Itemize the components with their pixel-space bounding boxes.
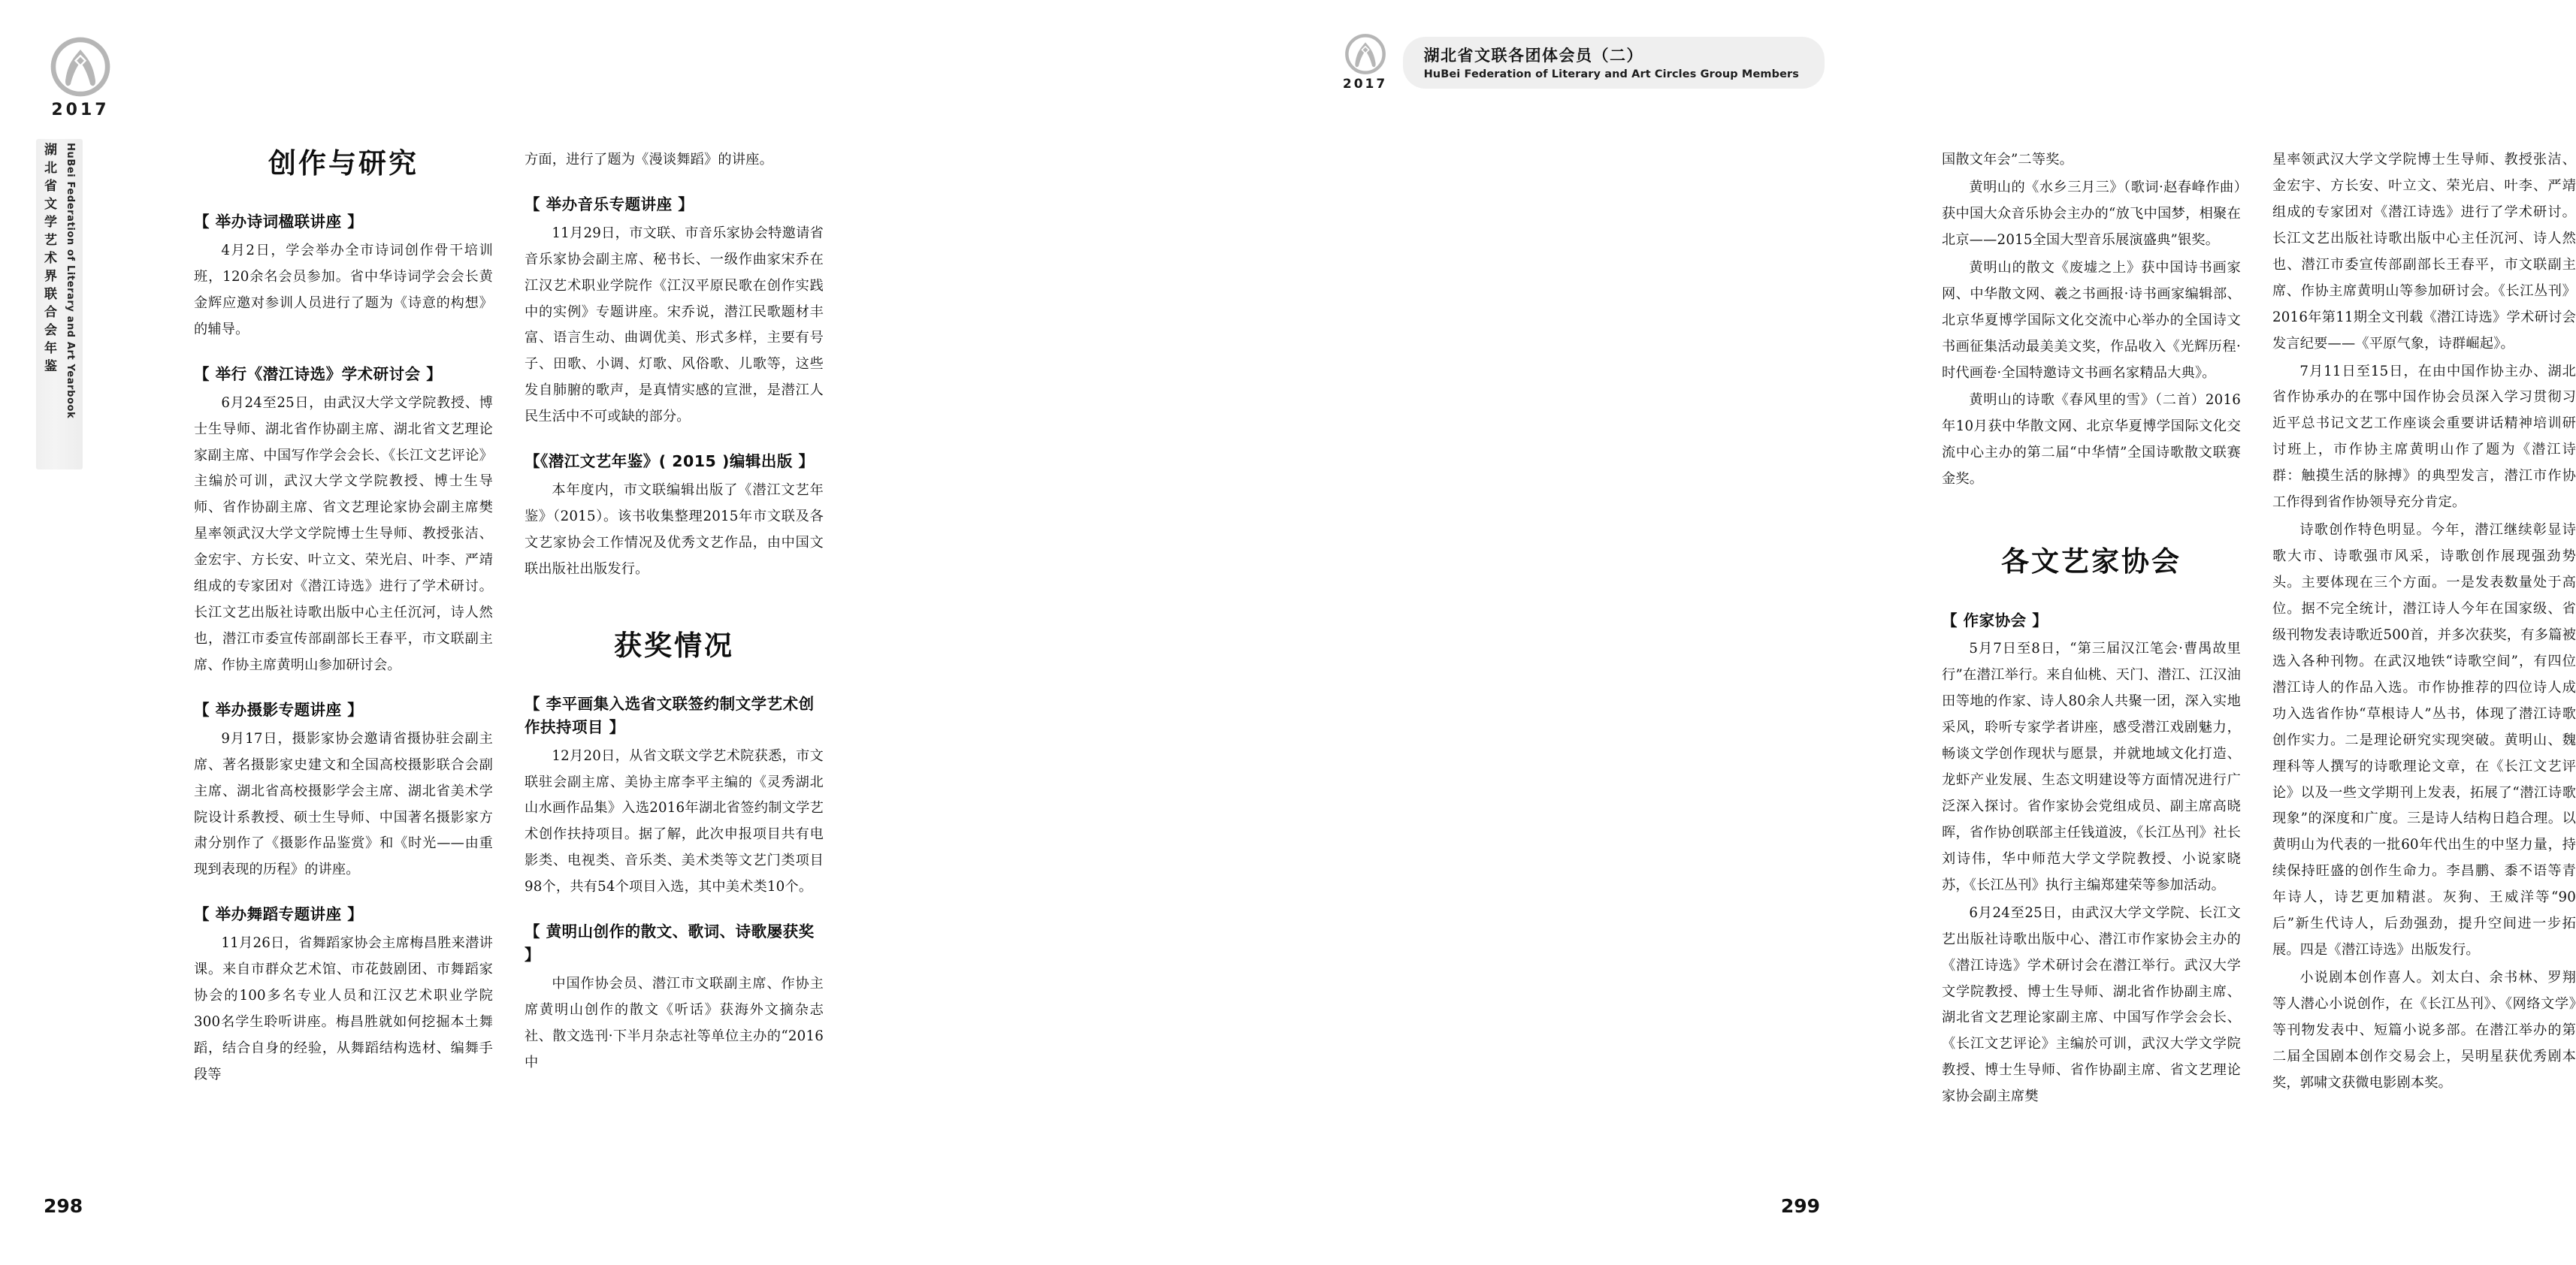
right-page-columns xyxy=(1942,147,2576,1112)
entry-head-writers-association: 【 作家协会 】 xyxy=(1942,611,2048,629)
column-2 xyxy=(525,147,824,1090)
entry-head-qianjiang-poems-symposium: 【 举行《潜江诗选》学术研讨会 】 xyxy=(194,364,443,383)
entry-body: 中国作协会员、潜江市文联副主席、作协主席黄明山创作的散文《听话》获海外文摘杂志社、散文选刊·下半月杂志社等单位主办的“2016中 xyxy=(525,975,824,1070)
spine-title-cn: 湖北省文学艺术界联合会年鉴 xyxy=(41,143,56,377)
entry-head-huangmingshan-awards: 【 黄明山创作的散文、歌词、诗歌屡获奖 】 xyxy=(525,922,815,964)
continued-paragraph: 国散文年会”二等奖。 xyxy=(1942,152,2073,168)
entry-body: 7月11日至15日，在由中国作协主办、湖北省作协承办的在鄂中国作协会员深入学习贯彻习近平总书记文艺工作座谈会重要讲话精神培训研讨班上，市作协主席黄明山作了题为《潜江诗群：触摸生活的脉搏》的典型发言，潜江市作协工作得到省作协领导充分肯定。 xyxy=(2272,363,2576,511)
right-emblem-block xyxy=(1338,33,1392,92)
section-title-awards: 获奖情况 xyxy=(614,629,734,662)
running-head-title-cn: 湖北省文联各团体会员（二） xyxy=(1423,45,1644,65)
entry-head-music-lecture: 【 举办音乐专题讲座 】 xyxy=(525,195,694,213)
right-masthead xyxy=(1338,33,1825,92)
federation-emblem-icon xyxy=(50,36,111,98)
section-title-art-associations: 各文艺家协会 xyxy=(2001,545,2181,578)
running-head xyxy=(1403,37,1825,89)
column-1 xyxy=(194,147,493,1090)
column-3 xyxy=(1942,147,2241,1112)
entry-body: 12月20日，从省文联文学艺术院获悉，市文联驻会副主席、美协主席李平主编的《灵秀湖北山水画作品集》入选2016年湖北省签约制文学艺术创作扶持项目。据了解，此次申报项目共有电影类、电视类、音乐类、美术类等文艺门类项目98个，共有54个项目入选，其中美术类10个。 xyxy=(525,747,824,895)
entry-body: 6月24至25日，由武汉大学文学院、长江文艺出版社诗歌出版中心、潜江市作家协会主办的《潜江诗选》学术研讨会在潜江举行。武汉大学文学院教授、博士生导师、湖北省作协副主席、湖北省文艺理论家副主席、中国写作学会会长、《长江文艺评论》主编於可训，武汉大学文学院教授、博士生导师、省作协副主席、省文艺理论家协会副主席樊 xyxy=(1942,904,2241,1105)
spine-title-en: HuBei Federation of Literary and Art Yearbook xyxy=(65,143,76,419)
entry-body: 4月2日，学会举办全市诗词创作骨干培训班，120余名会员参加。省中华诗词学会会长黄金辉应邀对参训人员进行了题为《诗意的构想》的辅导。 xyxy=(194,243,493,337)
continued-paragraph: 方面，进行了题为《漫谈舞蹈》的讲座。 xyxy=(525,152,773,168)
left-masthead xyxy=(39,36,122,119)
entry-body: 9月17日，摄影家协会邀请省摄协驻会副主席、著名摄影家史建文和全国高校摄影联合会副主席、湖北省高校摄影学会主席、湖北省美术学院设计系教授、硕士生导师、中国著名摄影家方肃分别作了《摄影作品鉴赏》和《时光——由重现到表现的历程》的讲座。 xyxy=(194,730,493,878)
left-page xyxy=(0,0,932,1265)
right-page xyxy=(932,0,2576,1265)
entry-head-poetry-couplet-lecture: 【 举办诗词楹联讲座 】 xyxy=(194,213,364,231)
section-title-creation-research: 创作与研究 xyxy=(268,147,419,180)
page-number-left: 298 xyxy=(44,1195,83,1217)
entry-head-photography-lecture: 【 举办摄影专题讲座 】 xyxy=(194,700,364,719)
entry-body: 本年度内，市文联编辑出版了《潜江文艺年鉴》（2015）。该书收集整理2015年市文联及各文艺家协会工作情况及优秀文艺作品，由中国文联出版社出版发行。 xyxy=(525,482,824,577)
column-4 xyxy=(2272,147,2576,1112)
left-page-columns xyxy=(194,147,824,1090)
award-paragraph: 黄明山的散文《废墟之上》获中国诗书画家网、中华散文网、羲之书画报·诗书画家编辑部、北京华夏博学国际文化交流中心举办的全国诗文书画征集活动最美美文奖，作品收入《光辉历程·时代画卷·全国特邀诗文书画名家精品大典》。 xyxy=(1942,259,2241,381)
entry-head-yearbook-published: 【《潜江文艺年鉴》( 2015 )编辑出版 】 xyxy=(525,452,815,471)
entry-body: 11月29日，市文联、市音乐家协会特邀请省音乐家协会副主席、秘书长、一级作曲家宋乔在江汉艺术职业学院作《江汉平原民歌在创作实践中的实例》专题讲座。宋乔说，潜江民歌题材丰富、语言生动、曲调优美、形式多样，主要有号子、田歌、小调、灯歌、风俗歌、儿歌等，这些发自肺腑的歌声，是真情实感的宣泄，是潜江人民生活中不可或缺的部分。 xyxy=(525,225,824,425)
emblem-year-label: 2017 xyxy=(1342,77,1388,92)
entry-body: 5月7日至8日，“第三届汉江笔会·曹禺故里行”在潜江举行。来自仙桃、天门、潜江、江汉油田等地的作家、诗人80余人共聚一团，深入实地采风，聆听专家学者讲座，感受潜江戏剧魅力，畅谈文学创作现状与愿景，并就地域文化打造、龙虾产业发展、生态文明建设等方面情况进行广泛深入探讨。省作家协会党组成员、副主席高晓晖，省作协创联部主任钱道波，《长江丛刊》社长刘诗伟，华中师范大学文学院教授、小说家晓苏，《长江丛刊》执行主编郑建荣等参加活动。 xyxy=(1942,641,2241,893)
entry-body: 小说剧本创作喜人。刘太白、余书林、罗翔等人潜心小说创作，在《长江丛刊》、《网络文学》等刊物发表中、短篇小说多部。在潜江举办的第二届全国剧本创作交易会上，吴明星获优秀剧本奖，郭啸文获微电影剧本奖。 xyxy=(2272,970,2576,1091)
entry-head-dance-lecture: 【 举办舞蹈专题讲座 】 xyxy=(194,905,364,924)
running-head-title-en: HuBei Federation of Literary and Art Circles Group Members xyxy=(1423,68,1799,80)
page-number-right: 299 xyxy=(1780,1195,1820,1217)
continued-paragraph: 星率领武汉大学文学院博士生导师、教授张洁、金宏宇、方长安、叶立文、荣光启、叶李、严靖组成的专家团对《潜江诗选》进行了学术研讨。长江文艺出版社诗歌出版中心主任沉河、诗人然也、潜江市委宣传部副部长王春平，市文联副主席、作协主席黄明山等参加研讨会。《长江丛刊》2016年第11期全文刊载《潜江诗选》学术研讨会发言纪要——《平原气象，诗群崛起》。 xyxy=(2272,152,2576,352)
entry-head-liping-painting-collection: 【 李平画集入选省文联签约制文学艺术创作扶持项目 】 xyxy=(525,695,815,736)
entry-body: 6月24至25日，由武汉大学文学院教授、博士生导师、湖北省作协副主席、湖北省文艺理论家副主席、中国写作学会会长、《长江文艺评论》主编於可训，武汉大学文学院教授、博士生导师、省作协副主席、省文艺理论家协会副主席樊星率领武汉大学文学院博士生导师、教授张洁、金宏宇、方长安、叶立文、荣光启、叶李、严靖组成的专家团对《潜江诗选》进行了学术研讨。长江文艺出版社诗歌出版中心主任沉河，诗人然也，潜江市委宣传部副部长王春平，市文联副主席、作协主席黄明山参加研讨会。 xyxy=(194,394,493,674)
emblem-year-label: 2017 xyxy=(51,101,110,119)
award-paragraph: 黄明山的诗歌《春风里的雪》（二首）2016年10月获中华散文网、北京华夏博学国际文化交流中心主办的第二届“中华情”全国诗歌散文联赛金奖。 xyxy=(1942,392,2241,488)
entry-body: 诗歌创作特色明显。今年，潜江继续彰显诗歌大市、诗歌强市风采，诗歌创作展现强劲势头。主要体现在三个方面。一是发表数量处于高位。据不完全统计，潜江诗人今年在国家级、省级刊物发表诗歌近500首，并多次获奖，有多篇被选入各种刊物。在武汉地铁“诗歌空间”，有四位潜江诗人的作品入选。市作协推荐的四位诗人成功入选省作协“草根诗人”丛书，体现了潜江诗歌创作实力。二是理论研究实现突破。黄明山、魏理科等人撰写的诗歌理论文章，在《长江文艺评论》以及一些文学期刊上发表，拓展了“潜江诗歌现象”的深度和广度。三是诗人结构日趋合理。以黄明山为代表的一批60年代出生的中坚力量，持续保持旺盛的创作生命力。李昌鹏、黍不语等青年诗人，诗艺更加精湛。灰狗、王威洋等“90后”新生代诗人，后劲强劲，提升空间进一步拓展。四是《潜江诗选》出版发行。 xyxy=(2272,522,2576,959)
federation-emblem-icon xyxy=(1344,33,1386,75)
entry-body: 11月26日，省舞蹈家协会主席梅昌胜来潜讲课。来自市群众艺术馆、市花鼓剧团、市舞蹈家协会的100多名专业人员和江汉艺术职业学院300名学生聆听讲座。梅昌胜就如何挖掘本土舞蹈，结合自身的经验，从舞蹈结构选材、编舞手段等 xyxy=(194,935,493,1082)
award-paragraph: 黄明山的《水乡三月三》（歌词·赵春峰作曲）获中国大众音乐协会主办的“放飞中国梦，相聚在北京——2015全国大型音乐展演盛典”银奖。 xyxy=(1942,179,2241,248)
